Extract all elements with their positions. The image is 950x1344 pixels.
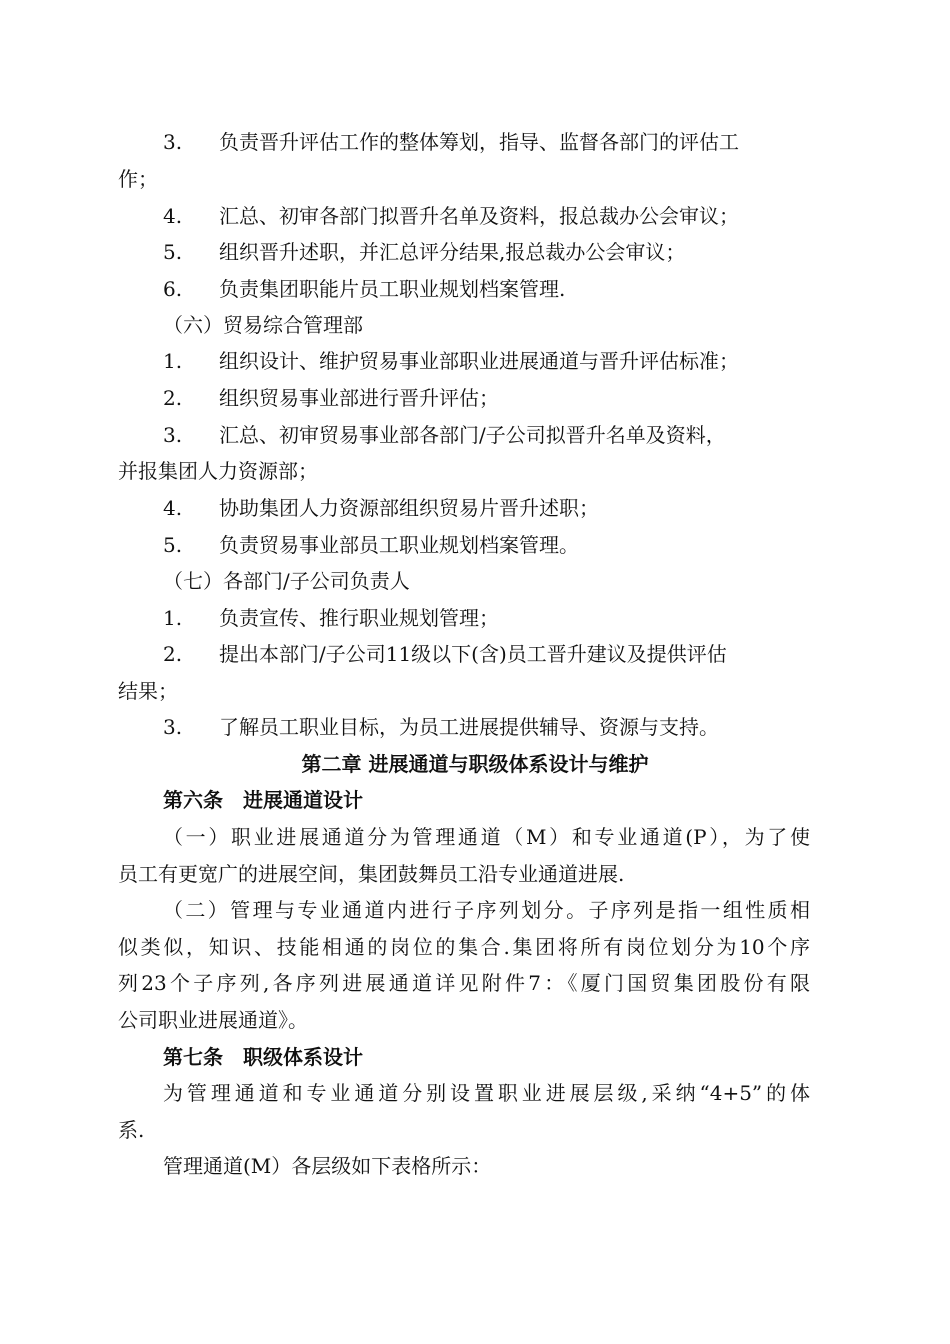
paragraph-text: 管理通道(M）各层级如下表格所示： <box>163 1154 492 1178</box>
list-item <box>0 271 950 307</box>
item-text: 组织设计、维护贸易事业部职业进展通道与晋升评估标准； <box>219 349 739 373</box>
item-number: 3. <box>163 130 183 154</box>
paragraph-text: 系. <box>118 1118 145 1142</box>
section-heading <box>0 307 950 343</box>
paragraph-text: （一）职业进展通道分为管理通道（M）和专业通道(P），为了使 <box>163 825 810 849</box>
item-text: 负责集团职能片员工职业规划档案管理. <box>219 277 566 301</box>
article-title: 第七条 职级体系设计 <box>163 1045 363 1069</box>
paragraph-line <box>0 1148 950 1184</box>
list-item <box>0 709 950 745</box>
paragraph-text: 公司职业进展通道》。 <box>118 1008 308 1032</box>
paragraph-line <box>0 1112 950 1148</box>
item-text-continued: 结果； <box>118 679 178 703</box>
paragraph-line <box>0 965 950 1001</box>
paragraph-text: 员工有更宽广的进展空间，集团鼓舞员工沿专业通道进展. <box>118 862 625 886</box>
paragraph-line <box>0 856 950 892</box>
list-item <box>0 234 950 270</box>
item-number: 5. <box>163 533 183 557</box>
paragraph-text: 为管理通道和专业通道分别设置职业进展层级,采纳“4+5”的体 <box>163 1081 810 1105</box>
chapter-title: 第二章 进展通道与职级体系设计与维护 <box>301 752 649 776</box>
list-item <box>0 124 950 160</box>
item-text: 负责贸易事业部员工职业规划档案管理。 <box>219 533 579 557</box>
item-text: 组织贸易事业部进行晋升评估； <box>219 386 499 410</box>
article-heading <box>0 1039 950 1075</box>
list-item <box>0 343 950 379</box>
paragraph-line <box>0 819 950 855</box>
section-title: （七）各部门/子公司负责人 <box>163 569 410 593</box>
paragraph-text: （二）管理与专业通道内进行子序列划分。子序列是指一组性质相 <box>163 898 810 922</box>
item-number: 1. <box>163 349 183 373</box>
article-title: 第六条 进展通道设计 <box>163 788 363 812</box>
item-text: 负责宣传、推行职业规划管理； <box>219 606 499 630</box>
item-number: 1. <box>163 606 183 630</box>
paragraph-line <box>0 1002 950 1038</box>
item-number: 4. <box>163 204 183 228</box>
item-text-continued: 并报集团人力资源部； <box>118 459 318 483</box>
item-text: 汇总、初审贸易事业部各部门/子公司拟晋升名单及资料， <box>219 423 726 447</box>
list-item <box>0 198 950 234</box>
item-text: 汇总、初审各部门拟晋升名单及资料，报总裁办公会审议； <box>219 204 739 228</box>
article-heading <box>0 782 950 818</box>
item-number: 3. <box>163 423 183 447</box>
list-item-continuation <box>0 161 950 197</box>
paragraph-text: 似类似，知识、技能相通的岗位的集合.集团将所有岗位划分为10个序 <box>118 935 810 959</box>
section-title: （六）贸易综合管理部 <box>163 313 363 337</box>
list-item <box>0 600 950 636</box>
paragraph-text: 列23个子序列,各序列进展通道详见附件7：《厦门国贸集团股份有限 <box>118 971 810 995</box>
item-number: 2. <box>163 386 183 410</box>
paragraph-line <box>0 1075 950 1111</box>
item-number: 3. <box>163 715 183 739</box>
item-text: 提出本部门/子公司11级以下(含)员工晋升建议及提供评估 <box>219 642 727 666</box>
item-text: 负责晋升评估工作的整体筹划，指导、监督各部门的评估工 <box>219 130 739 154</box>
list-item-continuation <box>0 453 950 489</box>
item-number: 5. <box>163 240 183 264</box>
item-text: 组织晋升述职，并汇总评分结果,报总裁办公会审议； <box>219 240 686 264</box>
list-item <box>0 380 950 416</box>
list-item-continuation <box>0 673 950 709</box>
list-item <box>0 490 950 526</box>
paragraph-line <box>0 892 950 928</box>
item-text: 协助集团人力资源部组织贸易片晋升述职； <box>219 496 599 520</box>
item-text: 了解员工职业目标，为员工进展提供辅导、资源与支持。 <box>219 715 719 739</box>
chapter-heading <box>0 746 950 782</box>
item-text-continued: 作； <box>118 167 158 191</box>
section-heading <box>0 563 950 599</box>
list-item <box>0 417 950 453</box>
list-item <box>0 636 950 672</box>
item-number: 2. <box>163 642 183 666</box>
paragraph-line <box>0 929 950 965</box>
item-number: 6. <box>163 277 183 301</box>
list-item <box>0 527 950 563</box>
item-number: 4. <box>163 496 183 520</box>
